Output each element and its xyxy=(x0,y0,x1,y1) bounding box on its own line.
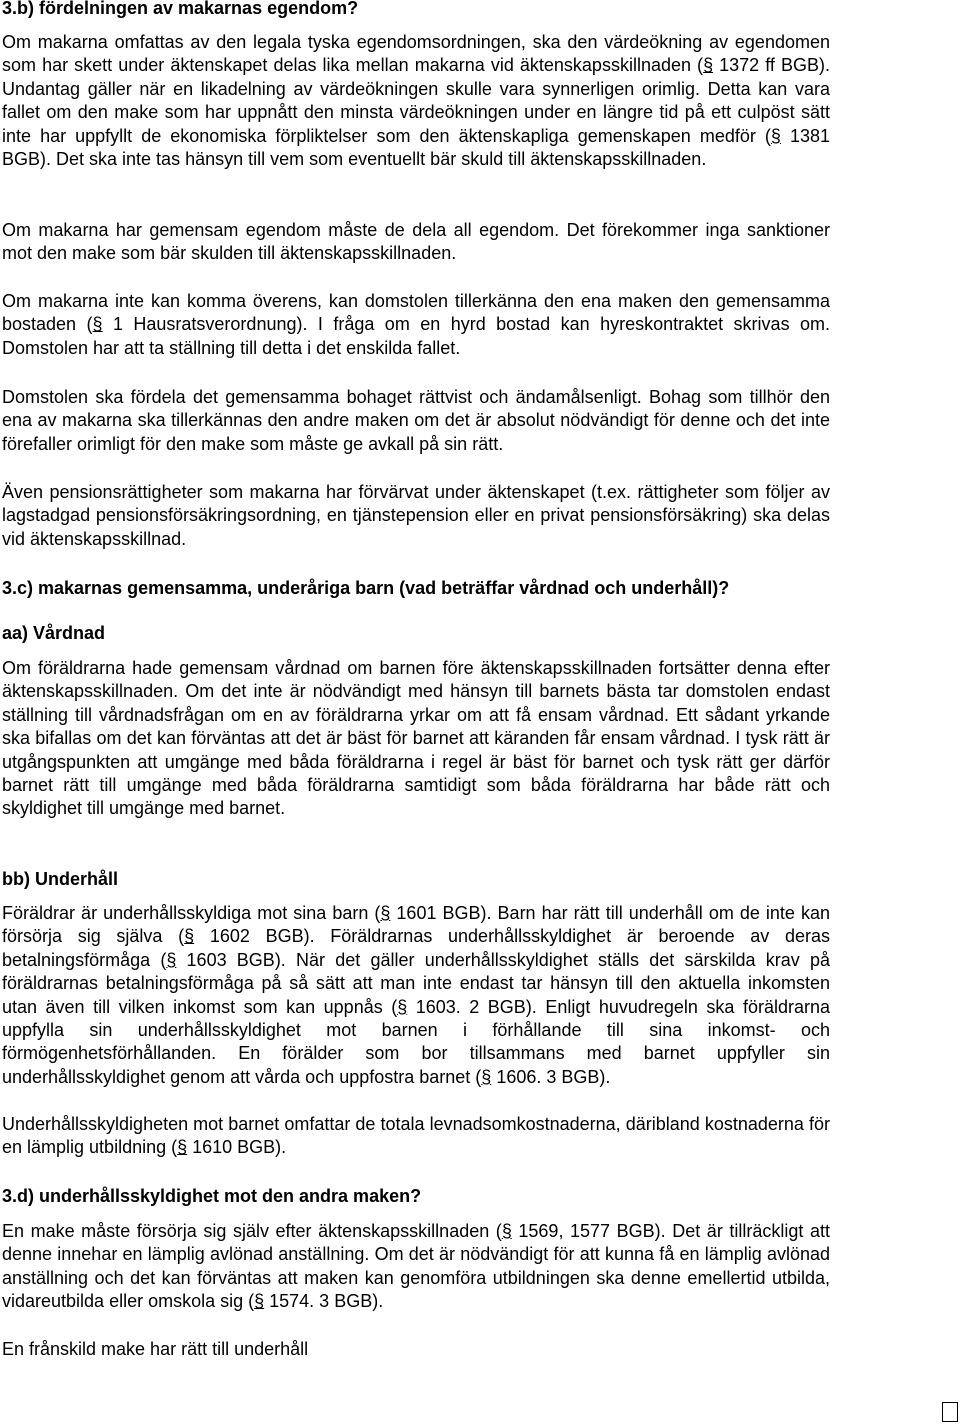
section-sign: § xyxy=(177,1137,188,1158)
paragraph-custody: Om föräldrarna hade gemensam vårdnad om barnen före äktenskapsskillnaden fortsätter denna efter äktenskapsskillnaden. Om det inte är nödvändigt med hänsyn till barnets bästa tar domstolen endast ställning till vårdnadsfrågan om en av föräldrarna yrkar om att få ensam vårdnad. Ett sådant yrkande ska bifallas om det kan förväntas att det är bäst för barnet att käranden får ensam vårdnad. I tysk rätt är utgångspunkten att umgänge med båda föräldrarna i regel är bäst för barnet och tysk rätt ger därför barnet rätt till umgänge med båda föräldrarna samtidigt som båda föräldrarna har både rätt och skyldighet till umgänge med barnet. xyxy=(2,658,830,819)
paragraph-spousal-support: En make måste försörja sig själv efter äktenskapsskillnaden (§ 1569, 1577 BGB). Det är tillräckligt att denne innehar en lämplig avlönad anställning. Om det är nödvändigt för att kunna få en lämplig avlönad anställning och det kan förväntas att maken kan genomföra utbildningen ska denne emellertid utbilda, vidareutbilda eller omskola sig (§ 1574. 3 BGB). xyxy=(2,1221,830,1312)
section-sign: § xyxy=(703,55,714,76)
paragraph-pension-rights: Även pensionsrättigheter som makarna har förvärvat under äktenskapet (t.ex. rättigheter som följer av lagstadgad pensionsförsäkringsordning, en tjänstepension eller en privat pensionsförsäkring) ska delas vid äktenskapsskillnad. xyxy=(2,482,830,549)
section-sign: § xyxy=(770,125,781,146)
paragraph-household-goods: Domstolen ska fördela det gemensamma bohaget rättvist och ändamålsenligt. Bohag som tillhör den ena av makarna ska tillerkännas den andre maken om det är absolut nödvändigt för denne och det inte förefaller orimligt för den make som måste ge avkall på sin rätt. xyxy=(2,387,830,454)
missing-glyph-box-icon xyxy=(942,1402,958,1422)
section-sign: § xyxy=(184,926,195,947)
section-sign: § xyxy=(92,314,103,335)
section-sign: § xyxy=(481,1066,492,1087)
heading-3d: 3.d) underhållsskyldighet mot den andra maken? xyxy=(2,1186,422,1206)
heading-3b: 3.b) fördelningen av makarnas egendom? xyxy=(2,0,359,18)
heading-bb: bb) Underhåll xyxy=(2,869,118,889)
section-sign: § xyxy=(166,949,177,970)
paragraph-child-support: Föräldrar är underhållsskyldiga mot sina barn (§ 1601 BGB). Barn har rätt till underhåll om de inte kan försörja sig själva (§ 1602 BGB). Föräldrarnas underhållsskyldighet är beroende av deras betalningsförmåga (§ 1603 BGB). När det gäller underhållsskyldighet ställs det särskilda krav på föräldrarnas betalningsförmåga på så sätt att man inte endast tar hänsyn till den aktuella inkomsten utan även till vilken inkomst som kan uppnås (§ 1603. 2 BGB). Enligt huvudregeln ska föräldrarna uppfylla sin underhållsskyldighet mot barnen i förhållande till sina inkomst- och förmögenhetsförhållanden. En förälder som bor tillsammans med barnet uppfyller sin underhållsskyldighet genom att vårda och uppfostra barnet (§ 1606. 3 BGB). xyxy=(2,903,831,1087)
section-sign: § xyxy=(380,903,391,923)
paragraph-support-scope: Underhållsskyldigheten mot barnet omfattar de totala levnadsomkostnaderna, däribland kostnaderna för en lämplig utbildning (§ 1610 BGB). xyxy=(2,1114,830,1158)
section-sign: § xyxy=(254,1291,265,1312)
paragraph-joint-home: Om makarna inte kan komma överens, kan domstolen tillerkänna den ena maken den gemensamma bostaden (§ 1 Hausratsverordnung). I fråga om en hyrd bostad kan hyreskontraktet skrivas om. Domstolen har att ta ställning till detta i det enskilda fallet. xyxy=(2,291,831,358)
paragraph-divorced-spouse: En frånskild make har rätt till underhåll xyxy=(2,1339,309,1359)
paragraph-joint-property: Om makarna har gemensam egendom måste de dela all egendom. Det förekommer inga sanktioner mot den make som bär skulden till äktenskapsskillnaden. xyxy=(2,220,830,264)
paragraph-matrimonial-property: Om makarna omfattas av den legala tyska egendomsordningen, ska den värdeökning av egendomen som har skett under äktenskapet delas lika mellan makarna vid äktenskapsskillnaden (§ 1372 ff BGB). Undantag gäller när en likadelning av värdeökningen skulle vara synnerligen orimlig. Detta kan vara fallet om den make som har uppnått den minsta värdeökningen under en längre tid på ett culpöst sätt inte har uppfyllt de ekonomiska förpliktelser som den äktenskapliga gemenskapen medför (§ 1381 BGB). Det ska inte tas hänsyn till vem som eventuellt bär skuld till äktenskapsskillnaden. xyxy=(2,32,830,170)
section-sign: § xyxy=(397,996,408,1017)
heading-3c: 3.c) makarnas gemensamma, underåriga barn (vad beträffar vårdnad och underhåll)? xyxy=(2,578,730,598)
heading-aa: aa) Vårdnad xyxy=(2,623,106,643)
section-sign: § xyxy=(501,1221,512,1241)
